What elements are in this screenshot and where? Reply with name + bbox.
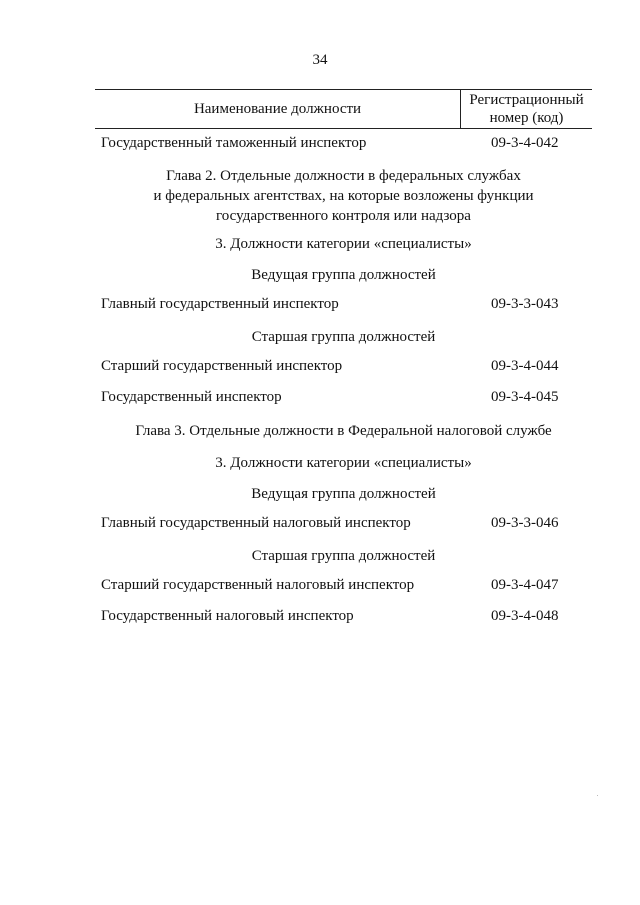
chapter-2-title-line2: и федеральных агентствах, на которые возложены функции xyxy=(153,188,534,204)
chapter-2-title-line1: Глава 2. Отдельные должности в федеральных службах xyxy=(166,168,521,184)
table-row xyxy=(101,515,591,535)
position-name: Государственный налоговый инспектор xyxy=(101,608,354,624)
table-row xyxy=(101,608,591,628)
chapter-3-senior-group: Старшая группа должностей xyxy=(251,548,436,564)
chapter-2-category: 3. Должности категории «специалисты» xyxy=(215,236,472,252)
page-number: 34 xyxy=(312,52,328,68)
table-row xyxy=(101,296,591,316)
registration-code: 09-3-4-042 xyxy=(491,135,559,151)
table-header xyxy=(95,89,592,129)
chapter-3-category: 3. Должности категории «специалисты» xyxy=(215,455,472,471)
position-name: Государственный таможенный инспектор xyxy=(101,135,367,151)
chapter-3-lead-group: Ведущая группа должностей xyxy=(251,486,436,502)
chapter-2-lead-group: Ведущая группа должностей xyxy=(251,267,436,283)
chapter-2-senior-group: Старшая группа должностей xyxy=(251,329,436,345)
chapter-2-title-line3: государственного контроля или надзора xyxy=(216,208,471,224)
scan-speck xyxy=(597,795,598,796)
registration-code: 09-3-3-046 xyxy=(491,515,559,531)
position-name: Государственный инспектор xyxy=(101,389,282,405)
table-row xyxy=(101,135,591,155)
column-header-code-line1: Регистрационный xyxy=(469,92,584,108)
position-name: Старший государственный инспектор xyxy=(101,358,343,374)
position-name: Главный государственный инспектор xyxy=(101,296,339,312)
registration-code: 09-3-4-048 xyxy=(491,608,559,624)
chapter-3-title: Глава 3. Отдельные должности в Федеральной налоговой службе xyxy=(135,423,552,439)
registration-code: 09-3-4-044 xyxy=(491,358,559,374)
registration-code: 09-3-3-043 xyxy=(491,296,559,312)
table-row xyxy=(101,389,591,409)
position-name: Старший государственный налоговый инспектор xyxy=(101,577,415,593)
column-header-code-line2: номер (код) xyxy=(489,110,564,126)
column-header-name: Наименование должности xyxy=(193,101,362,117)
chapter-2-title xyxy=(95,166,592,226)
table-row xyxy=(101,358,591,378)
column-header-code xyxy=(460,90,592,128)
position-name: Главный государственный налоговый инспектор xyxy=(101,515,411,531)
table-row xyxy=(101,577,591,597)
registration-code: 09-3-4-047 xyxy=(491,577,559,593)
registration-code: 09-3-4-045 xyxy=(491,389,559,405)
